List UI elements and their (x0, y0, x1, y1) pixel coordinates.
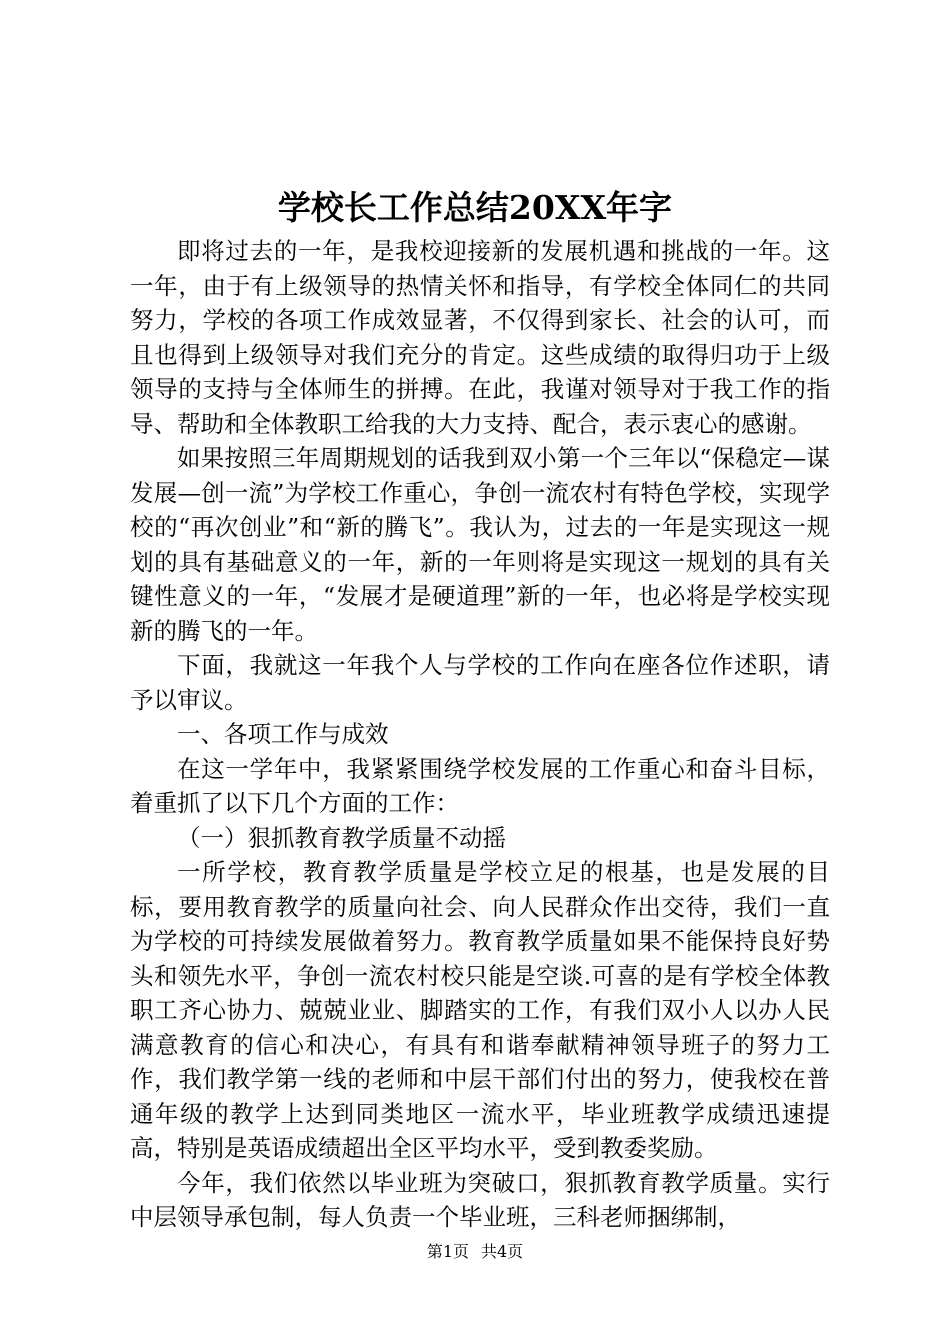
page-title: 学校长工作总结20XX年字 (277, 188, 673, 227)
paragraph: 在这一学年中，我紧紧围绕学校发展的工作重心和奋斗目标，着重抓了以下几个方面的工作： (130, 754, 830, 817)
paragraph: 如果按照三年周期规划的话我到双小第一个三年以“保稳定—谋发展—创一流”为学校工作重心，争创一流农村有特色学校，实现学校的“再次创业”和“新的腾飞”。我认为，过去的一年是实现这一规划的具有基础意义的一年，新的一年则将是实现这一规划的具有关键性意义的一年，“发展才是硬道理”新的一年，也必将是学校实现新的腾飞的一年。 (130, 444, 830, 645)
page-footer (0, 1242, 950, 1262)
paragraph: 一所学校，教育教学质量是学校立足的根基，也是发展的目标，要用教育教学的质量向社会、向人民群众作出交待，我们一直为学校的可持续发展做着努力。教育教学质量如果不能保持良好势头和领先水平，争创一流农村校只能是空谈.可喜的是有学校全体教职工齐心协力、兢兢业业、脚踏实的工作，有我们双小人以办人民满意教育的信心和决心，有具有和谐奉献精神领导班子的努力工作，我们教学第一线的老师和中层干部们付出的努力，使我校在普通年级的教学上达到同类地区一流水平，毕业班教学成绩迅速提高，特别是英语成绩超出全区平均水平，受到教委奖励。 (130, 858, 830, 1162)
paragraph: 今年，我们依然以毕业班为突破口，狠抓教育教学质量。实行中层领导承包制，每人负责一个毕业班，三科老师捆绑制， (130, 1168, 830, 1231)
page-total: 共4页 (481, 1242, 524, 1261)
subsection-heading: （一）狠抓教育教学质量不动摇 (177, 823, 506, 852)
paragraph: 下面，我就这一年我个人与学校的工作向在座各位作述职，请予以审议。 (130, 651, 830, 714)
page-number: 第1页 (426, 1242, 469, 1261)
document-body (130, 234, 830, 1235)
section-heading: 一、各项工作与成效 (177, 720, 389, 748)
paragraph: 即将过去的一年，是我校迎接新的发展机遇和挑战的一年。这一年，由于有上级领导的热情关怀和指导，有学校全体同仁的共同努力，学校的各项工作成效显著，不仅得到家长、社会的认可，而且也得到上级领导对我们充分的肯定。这些成绩的取得归功于上级领导的支持与全体师生的拼搏。在此，我谨对领导对于我工作的指导、帮助和全体教职工给我的大力支持、配合，表示衷心的感谢。 (130, 237, 830, 438)
